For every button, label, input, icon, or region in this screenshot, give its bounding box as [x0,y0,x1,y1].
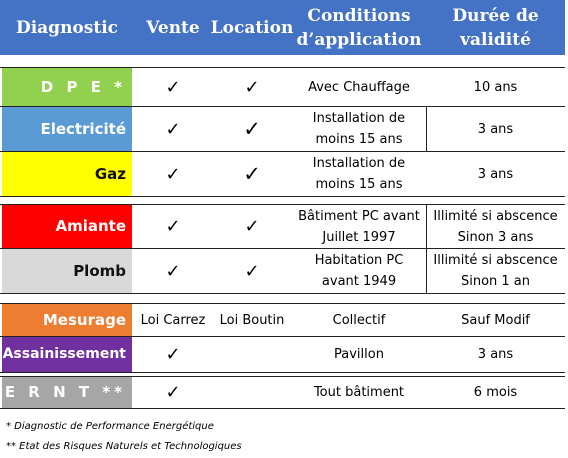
row-conditions [292,304,426,336]
duree-line: Sinon 1 an [460,274,531,289]
header-duree [426,0,565,55]
footnote-dpe: * Diagnostic de Performance Energétique [6,421,214,432]
duree-line: 6 mois [473,385,518,400]
conditions-line: Juillet 1997 [322,229,396,245]
row-duree [426,337,565,372]
duree-line: Illimité si abscence [433,253,558,268]
header-conditions [292,0,426,55]
header-duree-line1: Durée de [452,5,539,26]
conditions-line: Installation de [312,156,406,171]
conditions-line: moins 15 ans [315,177,403,192]
conditions-line: Avec Chauffage [308,79,410,95]
header-duree-line2: validité [460,29,531,50]
row-duree [426,377,565,408]
check-icon: ✓ [244,260,260,282]
row-label: Mesurage [2,304,132,336]
row-conditions [292,68,426,106]
row-label: Electricité [2,107,132,151]
table-row-plomb [0,249,565,294]
duree-line: 10 ans [473,79,518,95]
check-icon: ✓ [165,344,181,365]
row-label: Assainissement [2,337,132,372]
table-row-amiante [0,204,565,249]
table-row-gaz [0,152,565,197]
row-duree [426,152,565,196]
row-label: Plomb [2,249,132,293]
conditions-line: moins 15 ans [315,132,403,147]
conditions-line: Installation de [312,111,406,126]
conditions-line: Habitation PC [314,253,404,268]
duree-line: Sauf Modif [461,312,530,328]
check-icon: ✓ [165,216,181,237]
conditions-line: Tout bâtiment [313,385,405,400]
row-conditions [292,249,426,293]
check-icon: ✓ [244,76,260,98]
header-conditions-line2: d’application [296,29,422,50]
conditions-line: Bâtiment PC avant [298,208,420,224]
check-icon: ✓ [165,382,181,403]
check-icon: ✓ [165,118,181,140]
header-location: Location [210,17,294,38]
check-icon: ✓ [243,116,261,141]
row-conditions [292,337,426,372]
table-row-assainissement [0,337,565,373]
duree-line: Sinon 3 ans [457,229,534,245]
row-duree [426,107,565,151]
location-value: Loi Boutin [219,312,285,328]
header-vente: Vente [146,17,200,38]
row-conditions [292,107,426,151]
duree-line: 3 ans [477,166,514,182]
row-duree [426,205,565,248]
location-value [212,337,292,372]
header-diagnostic: Diagnostic [15,17,119,38]
duree-line: Illimité si abscence [433,208,558,224]
row-conditions [292,152,426,196]
location-value [212,377,292,408]
check-icon: ✓ [165,76,181,98]
table-row-ernt [0,376,565,409]
table-row-electricite [0,107,565,152]
check-icon: ✓ [243,161,261,186]
row-label: D P E * [2,68,132,106]
vente-value: Loi Carrez [140,312,206,328]
check-icon: ✓ [244,216,260,237]
duree-line: 3 ans [477,121,514,137]
duree-line: 3 ans [477,347,514,362]
row-label: E R N T ** [2,377,132,408]
row-duree [426,249,565,293]
row-duree [426,68,565,106]
table-row-mesurage [0,303,565,337]
row-conditions [292,205,426,248]
row-label: Gaz [2,152,132,196]
table-header [0,0,565,55]
check-icon: ✓ [165,260,181,282]
conditions-line: avant 1949 [321,274,397,289]
footnote-ernt: ** Etat des Risques Naturels et Technologiques [6,441,242,452]
row-duree [426,304,565,336]
conditions-line: Collectif [332,312,386,328]
table-row-dpe [0,67,565,107]
row-conditions [292,377,426,408]
row-label: Amiante [2,205,132,248]
conditions-line: Pavillon [334,347,384,362]
check-icon: ✓ [165,163,181,185]
header-conditions-line1: Conditions [307,5,411,26]
